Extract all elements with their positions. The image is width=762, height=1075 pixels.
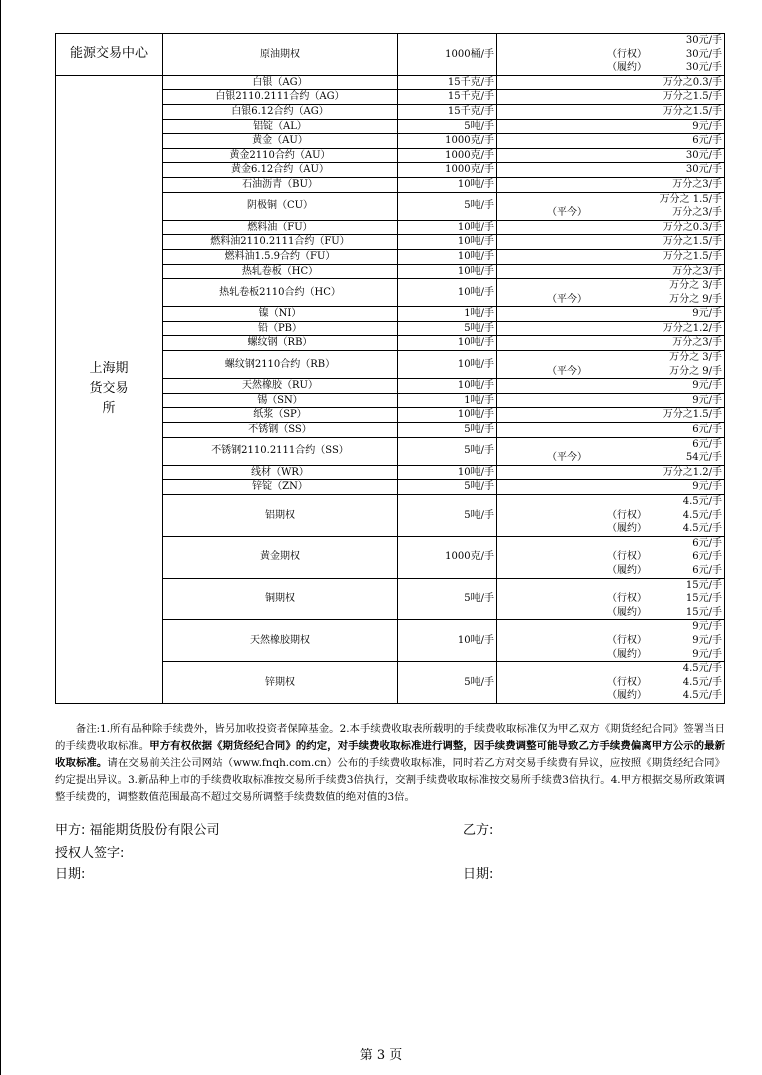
product-name: 热轧卷板2110合约（HC）	[163, 279, 398, 307]
fee-value: 万分之1.5/手	[662, 91, 722, 103]
product-name: 螺纹钢2110合约（RB）	[163, 351, 398, 379]
fee-line	[499, 648, 722, 662]
fee-value: 9元/手	[692, 648, 722, 660]
fee-cell	[497, 321, 725, 336]
fee-cell	[497, 134, 725, 149]
fee-line	[499, 163, 722, 177]
trading-unit: 5吨/手	[398, 662, 497, 704]
trading-unit: 5吨/手	[398, 437, 497, 465]
fee-value: 4.5元/手	[682, 663, 722, 675]
trading-unit: 10吨/手	[398, 620, 497, 662]
product-name: 白银6.12合约（AG）	[163, 104, 398, 119]
fee-label: （平今）	[547, 452, 587, 464]
trading-unit: 1000桶/手	[398, 34, 497, 76]
fee-label: （履约）	[607, 62, 647, 74]
trading-unit: 15千克/手	[398, 75, 497, 90]
fee-cell	[497, 379, 725, 394]
fee-value: 万分之1.5/手	[662, 236, 722, 248]
remarks-bold: 甲方有权依据《期货经纪合同》的约定，对手续费收取标准进行调整，因手续费调整可能导致乙方手续费偏离甲方公示的最新收取标准。	[55, 740, 725, 769]
fee-label: （平今）	[547, 207, 587, 219]
fee-value: 万分之 9/手	[669, 365, 722, 377]
product-name: 铝期权	[163, 495, 398, 537]
fee-line	[499, 564, 722, 578]
fee-label: （履约）	[607, 564, 647, 576]
fee-value: 15元/手	[685, 606, 722, 618]
fee-value: 万分之3/手	[672, 207, 722, 219]
fee-value: 30元/手	[685, 48, 722, 60]
fee-cell	[497, 90, 725, 105]
product-name: 铝锭（AL）	[163, 119, 398, 134]
fee-value: 4.5元/手	[682, 509, 722, 521]
fee-cell	[497, 408, 725, 423]
fee-value: 9元/手	[692, 308, 722, 320]
fee-value: 4.5元/手	[682, 676, 722, 688]
fee-value: 15元/手	[685, 579, 722, 591]
fee-line	[499, 522, 722, 536]
fee-line	[499, 322, 722, 336]
fee-line	[499, 235, 722, 249]
fee-line	[499, 90, 722, 104]
fee-line	[499, 451, 722, 465]
fee-cell	[497, 34, 725, 76]
remarks	[55, 721, 725, 806]
fee-value: 万分之 1.5/手	[659, 193, 722, 205]
fee-line	[499, 293, 722, 307]
trading-unit: 10吨/手	[398, 249, 497, 264]
fee-line	[499, 34, 722, 48]
fee-label: （行权）	[607, 551, 647, 563]
product-name: 黄金6.12合约（AU）	[163, 163, 398, 178]
fee-cell	[497, 480, 725, 495]
fee-value: 万分之 9/手	[669, 293, 722, 305]
trading-unit: 15千克/手	[398, 90, 497, 105]
fee-line	[499, 351, 722, 365]
fee-line	[499, 606, 722, 620]
fee-value: 万分之 3/手	[669, 352, 722, 364]
product-name: 螺纹钢（RB）	[163, 336, 398, 351]
fee-value: 54元/手	[685, 452, 722, 464]
fee-value: 4.5元/手	[682, 523, 722, 535]
fee-value: 万分之1.5/手	[662, 409, 722, 421]
party-a: 甲方: 福能期货股份有限公司	[55, 823, 220, 838]
product-name: 锡（SN）	[163, 393, 398, 408]
fee-line	[499, 134, 722, 148]
fee-cell	[497, 163, 725, 178]
fee-line	[499, 495, 722, 509]
fee-value: 9元/手	[692, 394, 722, 406]
fee-cell	[497, 75, 725, 90]
trading-unit: 10吨/手	[398, 177, 497, 192]
fee-value: 6元/手	[692, 537, 722, 549]
trading-unit: 10吨/手	[398, 465, 497, 480]
fee-cell	[497, 423, 725, 438]
fee-line	[499, 537, 722, 551]
product-name: 镍（NI）	[163, 307, 398, 322]
fee-value: 万分之3/手	[672, 265, 722, 277]
fee-cell	[497, 264, 725, 279]
fee-value: 6元/手	[692, 551, 722, 563]
product-name: 阴极铜（CU）	[163, 192, 398, 220]
fee-value: 6元/手	[692, 135, 722, 147]
product-name: 燃料油（FU）	[163, 220, 398, 235]
table-row	[56, 75, 725, 90]
fee-line	[499, 48, 722, 62]
fee-value: 4.5元/手	[682, 690, 722, 702]
fee-value: 6元/手	[692, 564, 722, 576]
product-name: 线材（WR）	[163, 465, 398, 480]
trading-unit: 5吨/手	[398, 495, 497, 537]
fee-cell	[497, 148, 725, 163]
fee-cell	[497, 662, 725, 704]
fee-line	[499, 105, 722, 119]
fee-line	[499, 592, 722, 606]
product-name: 锌锭（ZN）	[163, 480, 398, 495]
trading-unit: 5吨/手	[398, 423, 497, 438]
trading-unit: 1000克/手	[398, 163, 497, 178]
fee-label: （履约）	[607, 690, 647, 702]
fee-value: 万分之1.5/手	[662, 250, 722, 262]
fee-line	[499, 365, 722, 379]
product-name: 黄金（AU）	[163, 134, 398, 149]
authorized-signature: 授权人签字:	[55, 846, 125, 861]
fee-line	[499, 550, 722, 564]
table-row	[56, 34, 725, 76]
product-name: 白银（AG）	[163, 75, 398, 90]
product-name: 黄金期权	[163, 536, 398, 578]
product-name: 黄金2110合约（AU）	[163, 148, 398, 163]
trading-unit: 10吨/手	[398, 264, 497, 279]
fee-line	[499, 662, 722, 676]
fee-line	[499, 480, 722, 494]
product-name: 不锈钢（SS）	[163, 423, 398, 438]
trading-unit: 10吨/手	[398, 279, 497, 307]
fee-value: 9元/手	[692, 120, 722, 132]
product-name: 燃料油2110.2111合约（FU）	[163, 235, 398, 250]
fee-cell	[497, 249, 725, 264]
fee-label: （行权）	[607, 48, 647, 60]
fee-cell	[497, 536, 725, 578]
fee-value: 万分之1.2/手	[662, 322, 722, 334]
fee-line	[499, 438, 722, 452]
fee-cell	[497, 104, 725, 119]
fee-line	[499, 466, 722, 480]
fee-cell	[497, 235, 725, 250]
fee-value: 4.5元/手	[682, 496, 722, 507]
product-name: 铜期权	[163, 578, 398, 620]
date-a: 日期:	[55, 867, 86, 882]
trading-unit: 5吨/手	[398, 321, 497, 336]
fee-line	[499, 76, 722, 90]
product-name: 燃料油1.5.9合约（FU）	[163, 249, 398, 264]
fee-value: 万分之1.5/手	[662, 105, 722, 117]
trading-unit: 10吨/手	[398, 351, 497, 379]
fee-line	[499, 120, 722, 134]
trading-unit: 10吨/手	[398, 336, 497, 351]
trading-unit: 1000克/手	[398, 134, 497, 149]
party-b: 乙方:	[463, 823, 494, 838]
product-name: 锌期权	[163, 662, 398, 704]
fee-value: 15元/手	[685, 593, 722, 605]
trading-unit: 5吨/手	[398, 578, 497, 620]
product-name: 石油沥青（BU）	[163, 177, 398, 192]
fee-line	[499, 336, 722, 350]
fee-line	[499, 408, 722, 422]
fee-line	[499, 579, 722, 593]
fee-cell	[497, 307, 725, 322]
fee-cell	[497, 336, 725, 351]
fee-label: （履约）	[607, 648, 647, 660]
product-name: 不锈钢2110.2111合约（SS）	[163, 437, 398, 465]
fee-value: 9元/手	[692, 634, 722, 646]
fee-value: 万分之0.3/手	[662, 221, 722, 233]
fee-line	[499, 265, 722, 279]
trading-unit: 10吨/手	[398, 379, 497, 394]
trading-unit: 10吨/手	[398, 408, 497, 423]
fee-value: 9元/手	[692, 621, 722, 633]
fee-cell	[497, 393, 725, 408]
fee-value: 9元/手	[692, 481, 722, 493]
fee-label: （平今）	[547, 365, 587, 377]
trading-unit: 1吨/手	[398, 393, 497, 408]
fee-cell	[497, 192, 725, 220]
fee-table	[55, 33, 725, 704]
fee-label: （行权）	[607, 509, 647, 521]
fee-value: 30元/手	[685, 149, 722, 161]
fee-label: （行权）	[607, 634, 647, 646]
fee-value: 30元/手	[685, 35, 722, 46]
fee-cell	[497, 495, 725, 537]
fee-table-body	[56, 34, 725, 704]
exchange-name: 能源交易中心	[56, 34, 163, 76]
exchange-name: 上海期货交易所	[56, 75, 163, 703]
fee-line	[499, 193, 722, 207]
fee-label: （履约）	[607, 606, 647, 618]
fee-value: 万分之3/手	[672, 178, 722, 190]
fee-value: 万分之 3/手	[669, 280, 722, 292]
product-name: 原油期权	[163, 34, 398, 76]
fee-cell	[497, 177, 725, 192]
fee-value: 万分之0.3/手	[662, 76, 722, 88]
fee-line	[499, 250, 722, 264]
fee-line	[499, 61, 722, 75]
product-name: 白银2110.2111合约（AG）	[163, 90, 398, 105]
fee-line	[499, 149, 722, 163]
fee-label: （平今）	[547, 293, 587, 305]
fee-cell	[497, 578, 725, 620]
fee-cell	[497, 279, 725, 307]
trading-unit: 1000克/手	[398, 148, 497, 163]
remarks-part1: 备注:1.所有品种除手续费外，皆另加收投资者保障基金。2.本手续费收取表所载明的手续费收取标准仅为甲乙双方《期货经纪合同》签署当日的手续费收取标准。	[55, 723, 725, 752]
fee-line	[499, 620, 722, 634]
trading-unit: 1000克/手	[398, 536, 497, 578]
remarks-part2: 请在交易前关注公司网站（www.fnqh.com.cn）公布的手续费收取标准，同时若乙方对交易手续费有异议，应按照《期货经纪合同》约定提出异议。3.新品种上市的手续费收取标准按交易所手续费3倍执行，交割手续费收取标准按交易所手续费3倍执行。4.甲方根据交易所政策调整手续费的，调整数值范围最高不超过交易所调整手续费数值的绝对值的3倍。	[55, 757, 726, 803]
fee-line	[499, 178, 722, 192]
trading-unit: 5吨/手	[398, 192, 497, 220]
fee-label: （行权）	[607, 676, 647, 688]
fee-line	[499, 676, 722, 690]
trading-unit: 10吨/手	[398, 220, 497, 235]
fee-cell	[497, 119, 725, 134]
fee-line	[499, 221, 722, 235]
fee-line	[499, 279, 722, 293]
product-name: 天然橡胶期权	[163, 620, 398, 662]
fee-cell	[497, 351, 725, 379]
trading-unit: 1吨/手	[398, 307, 497, 322]
fee-line	[499, 689, 722, 703]
fee-cell	[497, 465, 725, 480]
fee-value: 9元/手	[692, 380, 722, 392]
product-name: 热轧卷板（HC）	[163, 264, 398, 279]
fee-cell	[497, 437, 725, 465]
page-number: 第 3 页	[359, 1048, 403, 1063]
fee-value: 30元/手	[685, 164, 722, 176]
fee-cell	[497, 620, 725, 662]
fee-value: 6元/手	[692, 424, 722, 436]
fee-value: 30元/手	[685, 62, 722, 74]
fee-line	[499, 509, 722, 523]
fee-line	[499, 379, 722, 393]
fee-line	[499, 206, 722, 220]
fee-line	[499, 423, 722, 437]
fee-line	[499, 634, 722, 648]
fee-value: 万分之3/手	[672, 337, 722, 349]
product-name: 纸浆（SP）	[163, 408, 398, 423]
trading-unit: 15千克/手	[398, 104, 497, 119]
fee-label: （履约）	[607, 523, 647, 535]
trading-unit: 10吨/手	[398, 235, 497, 250]
trading-unit: 5吨/手	[398, 480, 497, 495]
fee-line	[499, 307, 722, 321]
page-border	[0, 0, 1, 1075]
fee-value: 6元/手	[692, 438, 722, 450]
fee-label: （行权）	[607, 593, 647, 605]
product-name: 铅（PB）	[163, 321, 398, 336]
product-name: 天然橡胶（RU）	[163, 379, 398, 394]
fee-cell	[497, 220, 725, 235]
fee-line	[499, 394, 722, 408]
fee-value: 万分之1.2/手	[662, 466, 722, 478]
date-b: 日期:	[463, 867, 494, 882]
trading-unit: 5吨/手	[398, 119, 497, 134]
